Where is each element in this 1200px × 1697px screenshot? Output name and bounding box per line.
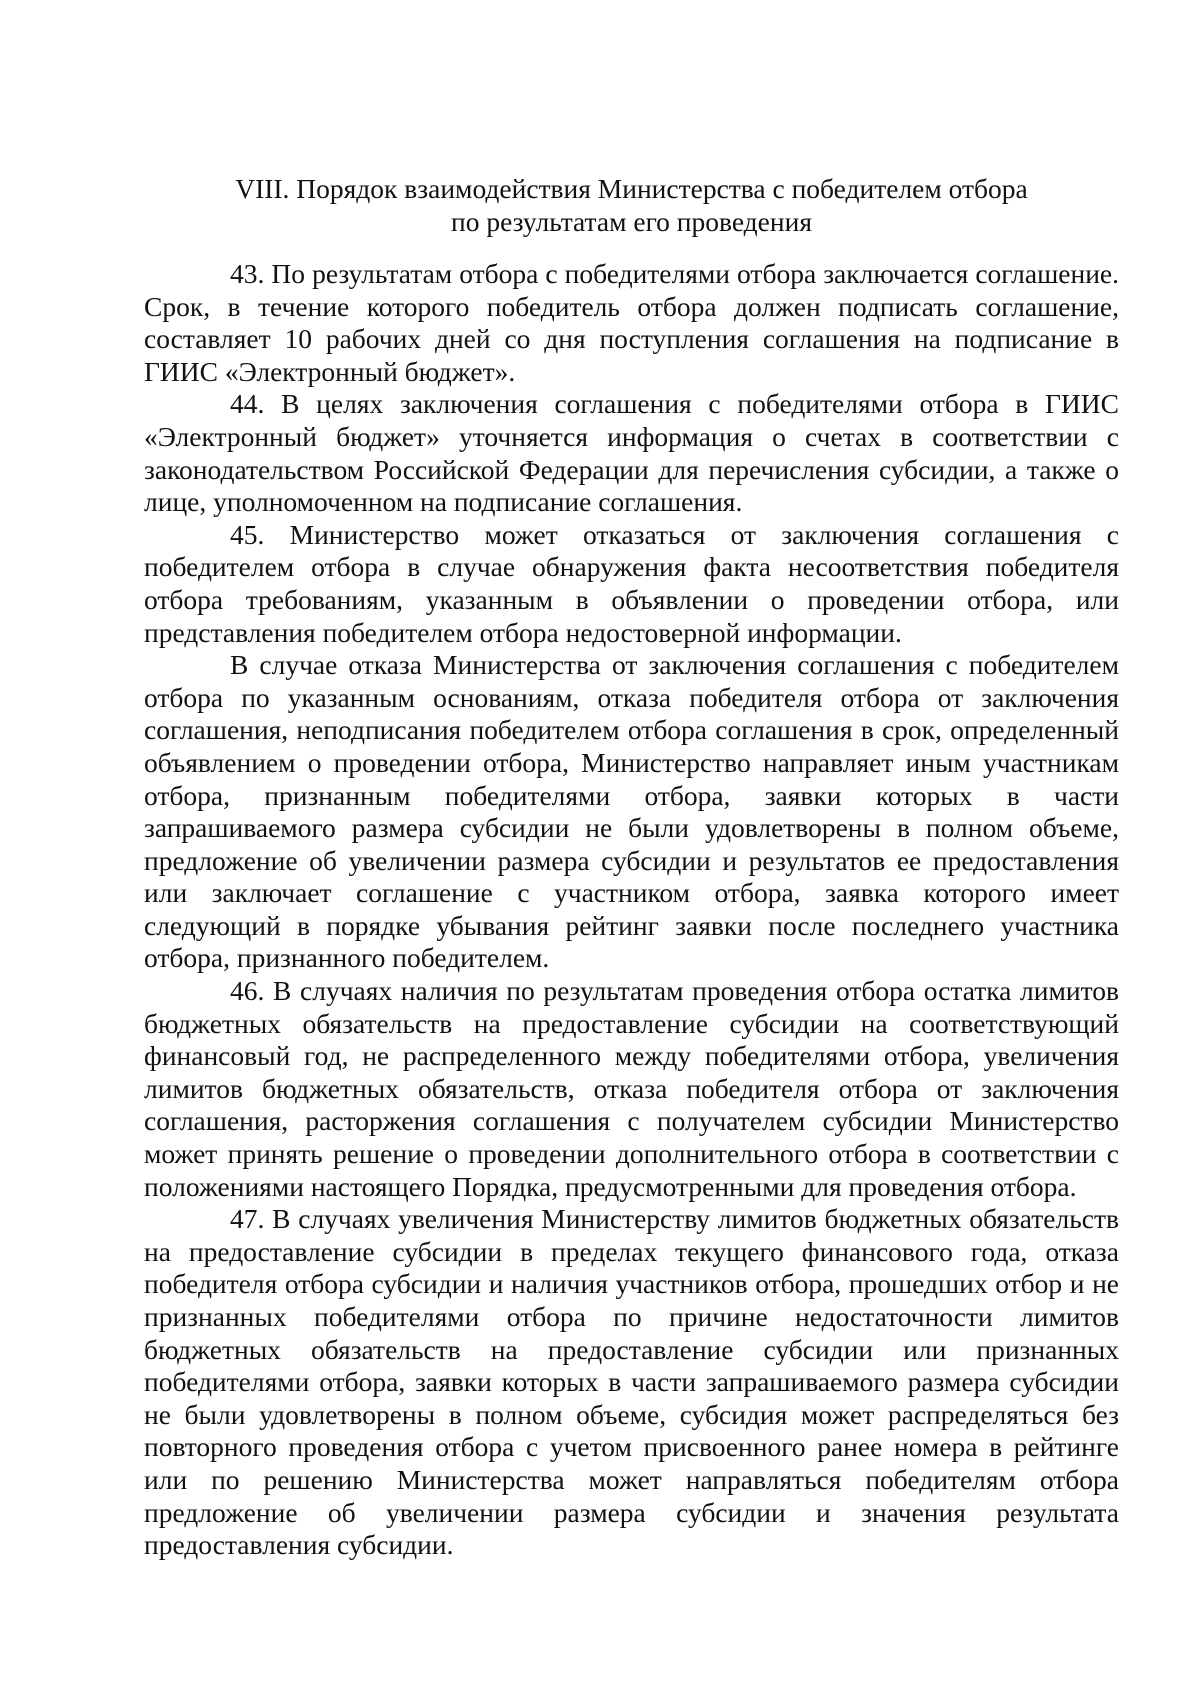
paragraph-45: 45. Министерство может отказаться от заключения соглашения с победителем отбора в случае обнаружения факта несоответствия победителя отбора требованиям, указанным в объявлении о проведении отбора, или представления победителем отбора недостоверной информации. bbox=[144, 518, 1119, 648]
paragraph-46: 46. В случаях наличия по результатам проведения отбора остатка лимитов бюджетных обязательств на предоставление субсидии на соответствующий финансовый год, не распределенного между победителями отбора, увеличения лимитов бюджетных обязательств, отказа победителя отбора от заключения соглашения, расторжения соглашения с получателем субсидии Министерство может принять решение о проведении дополнительного отбора в соответствии с положениями настоящего Порядка, предусмотренными для проведения отбора. bbox=[144, 975, 1119, 1202]
section-heading-line-2: по результатам его проведения bbox=[451, 206, 812, 237]
body-text bbox=[144, 258, 1119, 1562]
paragraph-47: 47. В случаях увеличения Министерству лимитов бюджетных обязательств на предоставление субсидии в пределах текущего финансового года, отказа победителя отбора субсидии и наличия участников отбора, прошедших отбор и не признанных победителями отбора по причине недостаточности лимитов бюджетных обязательств на предоставление субсидии или признанных победителями отбора, заявки которых в части запрашиваемого размера субсидии не были удовлетворены в полном объеме, субсидия может распределяться без повторного проведения отбора с учетом присвоенного ранее номера в рейтинге или по решению Министерства может направляться победителям отбора предложение об увеличении размера субсидии и значения результата предоставления субсидии. bbox=[144, 1203, 1119, 1561]
paragraph-44: 44. В целях заключения соглашения с победителями отбора в ГИИС «Электронный бюджет» уточняется информация о счетах в соответствии с законодательством Российской Федерации для перечисления субсидии, а также о лице, уполномоченном на подписание соглашения. bbox=[144, 388, 1119, 518]
paragraph-43: 43. По результатам отбора с победителями отбора заключается соглашение. Срок, в течение которого победитель отбора должен подписать соглашение, составляет 10 рабочих дней со дня поступления соглашения на подписание в ГИИС «Электронный бюджет». bbox=[144, 258, 1119, 387]
section-heading bbox=[144, 172, 1119, 238]
section-heading-line-1: VIII. Порядок взаимодействия Министерства с победителем отбора bbox=[235, 173, 1028, 204]
paragraph-45-continuation: В случае отказа Министерства от заключения соглашения с победителем отбора по указанным основаниям, отказа победителя отбора от заключения соглашения, неподписания победителем отбора соглашения в срок, определенный объявлением о проведении отбора, Министерство направляет иным участникам отбора, признанным победителями отбора, заявки которых в части запрашиваемого размера субсидии не были удовлетворены в полном объеме, предложение об увеличении размера субсидии и результатов ее предоставления или заключает соглашение с участником отбора, заявка которого имеет следующий в порядке убывания рейтинг заявки после последнего участника отбора, признанного победителем. bbox=[144, 649, 1119, 974]
